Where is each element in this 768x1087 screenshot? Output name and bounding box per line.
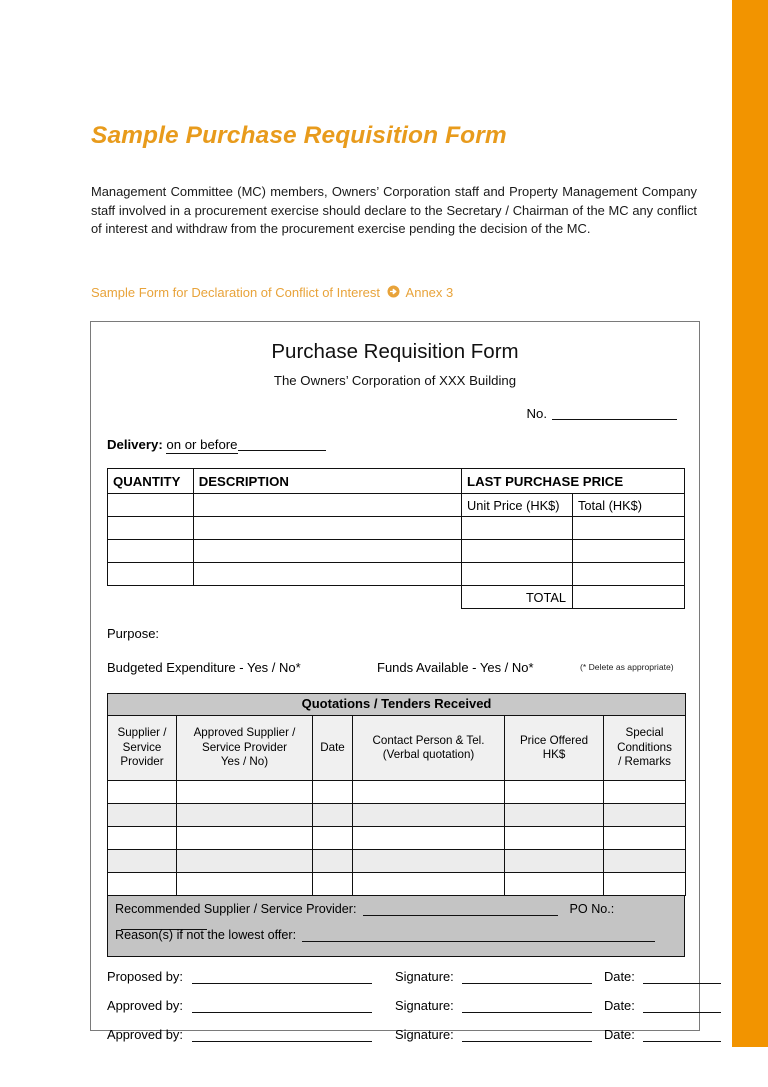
quote-cell[interactable] xyxy=(604,850,686,873)
hdr-line: Special xyxy=(625,726,664,740)
date-label: Date: xyxy=(604,998,635,1013)
items-cell[interactable] xyxy=(193,494,461,517)
items-cell[interactable] xyxy=(108,540,194,563)
recommendation-band xyxy=(107,896,685,957)
table-row xyxy=(108,850,686,873)
quotations-header-approved-supplier xyxy=(177,716,313,781)
orange-side-bar xyxy=(732,0,768,1047)
hdr-line: Conditions xyxy=(617,740,672,754)
quote-cell[interactable] xyxy=(604,781,686,804)
hdr-line: Contact Person & Tel. xyxy=(372,733,485,747)
items-cell[interactable] xyxy=(193,563,461,586)
quote-cell[interactable] xyxy=(505,827,604,850)
items-header-row xyxy=(108,469,685,494)
annex-link-text-after: Annex 3 xyxy=(405,285,454,300)
quote-cell[interactable] xyxy=(177,804,313,827)
table-row xyxy=(108,540,685,563)
quote-cell[interactable] xyxy=(177,781,313,804)
approved-by-label: Approved by: xyxy=(107,1027,183,1042)
quote-cell[interactable] xyxy=(177,827,313,850)
signature-label: Signature: xyxy=(395,998,454,1013)
requisition-no-field[interactable] xyxy=(552,419,677,420)
quotations-header-date: Date xyxy=(313,716,353,781)
quotations-band-title: Quotations / Tenders Received xyxy=(108,694,686,716)
quote-cell[interactable] xyxy=(108,827,177,850)
quotations-header-supplier xyxy=(108,716,177,781)
annex-link[interactable] xyxy=(91,285,453,301)
items-cell[interactable] xyxy=(108,563,194,586)
quote-cell[interactable] xyxy=(177,850,313,873)
quote-cell[interactable] xyxy=(353,781,505,804)
table-row xyxy=(108,563,685,586)
proposed-by-label: Proposed by: xyxy=(107,969,183,984)
date-field[interactable] xyxy=(643,1012,721,1013)
signature-row-proposed xyxy=(107,969,685,998)
hdr-line: Yes / No) xyxy=(220,755,269,769)
items-subheader-total: Total (HK$) xyxy=(573,494,685,517)
items-cell[interactable] xyxy=(193,517,461,540)
circled-right-arrow-icon xyxy=(387,285,400,301)
items-cell[interactable] xyxy=(462,540,573,563)
spacer-cell xyxy=(193,586,461,609)
signature-field[interactable] xyxy=(462,983,592,984)
table-row xyxy=(108,873,686,896)
quotations-table xyxy=(107,693,686,896)
hdr-line: Service Provider xyxy=(201,740,288,754)
purchase-requisition-form xyxy=(90,321,700,1042)
date-label: Date: xyxy=(604,1027,635,1042)
quote-cell[interactable] xyxy=(505,873,604,896)
items-header-description: DESCRIPTION xyxy=(193,469,461,494)
quotations-band-row xyxy=(108,694,686,716)
signature-field[interactable] xyxy=(462,1012,592,1013)
quote-cell[interactable] xyxy=(505,850,604,873)
quotations-header-contact-person xyxy=(353,716,505,781)
hdr-line: (Verbal quotation) xyxy=(382,748,475,761)
table-row xyxy=(108,804,686,827)
items-subheader-row xyxy=(108,494,685,517)
items-cell[interactable] xyxy=(573,540,685,563)
requisition-no-label: No. xyxy=(526,406,547,421)
quote-cell[interactable] xyxy=(505,804,604,827)
proposed-by-field[interactable] xyxy=(192,983,372,984)
quote-cell[interactable] xyxy=(313,827,353,850)
quote-cell[interactable] xyxy=(353,804,505,827)
form-subtitle: The Owners’ Corporation of XXX Building xyxy=(273,373,517,388)
quote-cell[interactable] xyxy=(313,873,353,896)
hdr-line: Price Offered xyxy=(519,733,589,747)
hdr-line: Supplier / xyxy=(117,726,167,740)
signature-block xyxy=(107,969,685,1056)
delivery-date-field[interactable] xyxy=(238,450,326,451)
signature-label: Signature: xyxy=(395,1027,454,1042)
quote-cell[interactable] xyxy=(353,827,505,850)
recommended-supplier-line xyxy=(115,902,677,922)
items-header-quantity: QUANTITY xyxy=(108,469,194,494)
annex-link-text-before: Sample Form for Declaration of Conflict of Interest xyxy=(91,285,381,300)
items-cell[interactable] xyxy=(108,517,194,540)
items-cell[interactable] xyxy=(573,563,685,586)
quote-cell[interactable] xyxy=(353,873,505,896)
table-row xyxy=(108,781,686,804)
quote-cell[interactable] xyxy=(108,873,177,896)
quote-cell[interactable] xyxy=(353,850,505,873)
intro-paragraph: Management Committee (MC) members, Owners’ Corporation staff and Property Management Company staff involved in a procurement exercise should declare to the Secretary / Chairman of the MC any conflict of interest and withdraw from the procurement exercise pending the decision of the MC. xyxy=(91,184,697,236)
signature-label: Signature: xyxy=(395,969,454,984)
items-cell[interactable] xyxy=(462,563,573,586)
quotations-header-special-conditions xyxy=(604,716,686,781)
quotations-header-row xyxy=(108,716,686,781)
date-field[interactable] xyxy=(643,1041,721,1042)
items-total-row xyxy=(108,586,685,609)
items-cell[interactable] xyxy=(573,517,685,540)
recommended-supplier-field[interactable] xyxy=(363,915,558,916)
approved-by-field[interactable] xyxy=(192,1012,372,1013)
approved-by-field[interactable] xyxy=(192,1041,372,1042)
hdr-line: / Remarks xyxy=(618,755,671,769)
items-cell[interactable] xyxy=(193,540,461,563)
signature-row-approved-1 xyxy=(107,998,685,1027)
spacer-cell xyxy=(108,586,194,609)
table-row xyxy=(108,517,685,540)
quote-cell[interactable] xyxy=(604,873,686,896)
reason-line xyxy=(115,928,677,948)
po-no-label: PO No.: xyxy=(569,902,615,916)
items-table xyxy=(107,468,685,609)
items-total-label: TOTAL xyxy=(462,586,573,609)
signature-field[interactable] xyxy=(462,1041,592,1042)
quote-cell[interactable] xyxy=(108,850,177,873)
page-title: Sample Purchase Requisition Form xyxy=(91,122,507,149)
quote-cell[interactable] xyxy=(313,804,353,827)
quote-cell[interactable] xyxy=(177,873,313,896)
purpose-label: Purpose: xyxy=(107,626,160,641)
items-cell[interactable] xyxy=(108,494,194,517)
delivery-line xyxy=(91,437,699,452)
form-title: Purchase Requisition Form xyxy=(271,340,519,363)
reason-field[interactable] xyxy=(302,941,655,942)
date-field[interactable] xyxy=(643,983,721,984)
requisition-no-line xyxy=(91,406,699,421)
quote-cell[interactable] xyxy=(313,781,353,804)
hdr-line: Service xyxy=(122,740,162,754)
hdr-line: HK$ xyxy=(542,748,566,761)
delete-as-appropriate-note: (* Delete as appropriate) xyxy=(580,662,674,672)
approved-by-label: Approved by: xyxy=(107,998,183,1013)
reason-label: Reason(s) if not the lowest offer: xyxy=(115,928,297,942)
funds-available-label: Funds Available - Yes / No* xyxy=(377,660,534,675)
table-row xyxy=(108,827,686,850)
quote-cell[interactable] xyxy=(604,804,686,827)
budget-funds-row xyxy=(107,660,699,676)
items-cell[interactable] xyxy=(462,517,573,540)
hdr-line: Provider xyxy=(120,755,164,769)
items-subheader-unit-price: Unit Price (HK$) xyxy=(462,494,573,517)
date-label: Date: xyxy=(604,969,635,984)
quote-cell[interactable] xyxy=(108,781,177,804)
items-header-last-purchase-price: LAST PURCHASE PRICE xyxy=(462,469,685,494)
quote-cell[interactable] xyxy=(604,827,686,850)
quotations-header-price-offered xyxy=(505,716,604,781)
quote-cell[interactable] xyxy=(505,781,604,804)
recommended-supplier-label: Recommended Supplier / Service Provider: xyxy=(115,902,357,916)
hdr-line: Approved Supplier / xyxy=(193,726,296,740)
delivery-value: on or before xyxy=(166,437,238,452)
items-total-value[interactable] xyxy=(573,586,685,609)
delivery-label: Delivery: xyxy=(107,437,163,452)
quote-cell[interactable] xyxy=(313,850,353,873)
quote-cell[interactable] xyxy=(108,804,177,827)
budgeted-expenditure-label: Budgeted Expenditure - Yes / No* xyxy=(107,660,301,675)
signature-row-approved-2 xyxy=(107,1027,685,1056)
